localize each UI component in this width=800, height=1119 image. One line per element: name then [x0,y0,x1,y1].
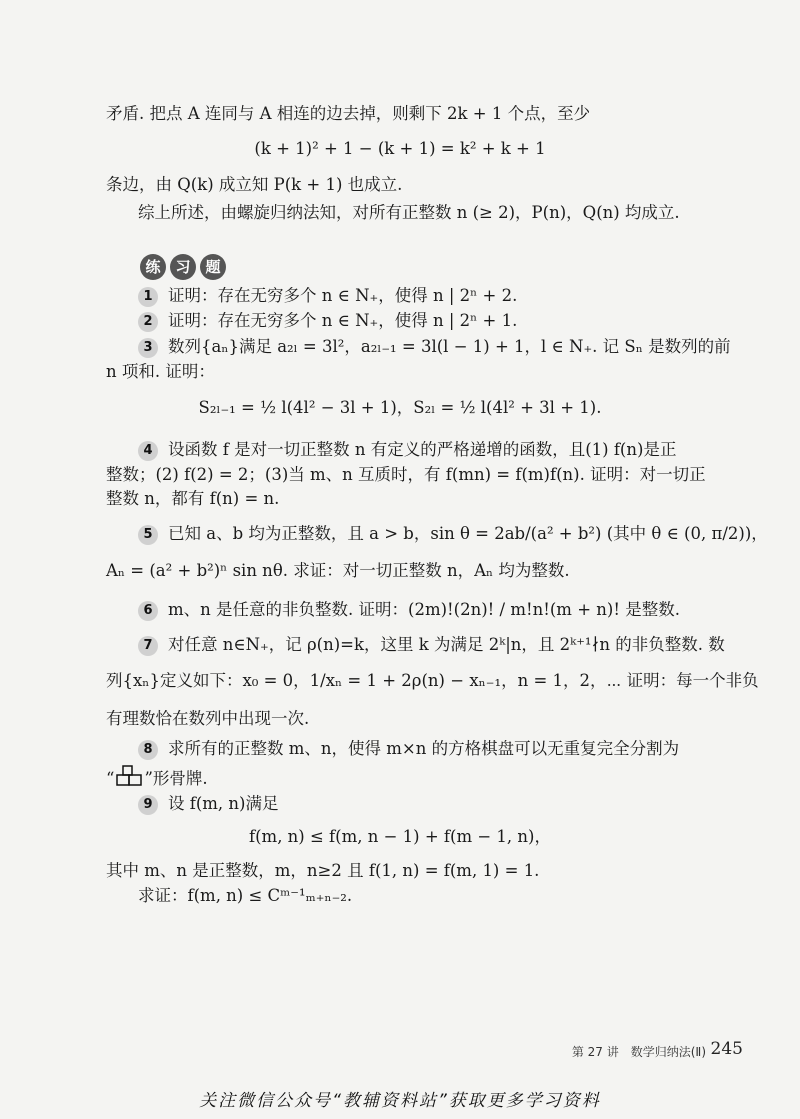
problem-text: 求证：f(m, n) ≤ Cᵐ⁻¹ₘ₊ₙ₋₂. [138,886,353,905]
problem-text: 对任意 n∈N₊，记 ρ(n)=k，这里 k 为满足 2ᵏ|n，且 2ᵏ⁺¹∤n 的非负整数. 数 [168,635,725,654]
problem-text: Aₙ = (a² + b²)ⁿ sin nθ. 求证：对一切正整数 n，Aₙ 均为整数. [106,561,570,580]
text-line: 矛盾. 把点 A 连同与 A 相连的边去掉，则剩下 2k + 1 个点，至少 [106,104,591,123]
problem-6 [138,598,704,622]
problem-text [106,765,704,794]
exercises-heading [140,254,226,280]
problem-number-badge: 8 [138,740,158,760]
problem-7 [138,633,725,657]
heading-char: 练 [140,254,166,280]
problem-5 [138,522,768,546]
text-line: 综上所述，由螺旋归纳法知，对所有正整数 n (≥ 2)，P(n)，Q(n) 均成立. [138,203,680,222]
chapter-label: 第 27 讲 数学归纳法(Ⅱ) [571,1045,706,1059]
problem-text: 列{xₙ}定义如下：x₀ = 0，1/xₙ = 1 + 2ρ(n) − xₙ₋₁，n = 1，2，⋯ 证明：每一个非负 [106,671,759,690]
problem-text: 有理数恰在数列中出现一次. [106,709,310,728]
problem-1 [138,284,704,308]
problem-2 [138,309,704,333]
problem-number-badge: 5 [138,525,158,545]
problem-text: m、n 是任意的非负整数. 证明：(2m)!(2n)! / m!n!(m + n)! 是整数. [168,600,680,619]
heading-char: 题 [200,254,226,280]
problem-number-badge: 2 [138,312,158,332]
heading-char: 习 [170,254,196,280]
text-line: 条边，由 Q(k) 成立知 P(k + 1) 也成立. [106,175,403,194]
problem-number-badge: 1 [138,287,158,307]
formula-line: (k + 1)² + 1 − (k + 1) = k² + k + 1 [254,139,546,158]
problem-number-badge: 6 [138,601,158,621]
problem-number-badge: 9 [138,795,158,815]
problem-text: 求所有的正整数 m、n，使得 m×n 的方格棋盘可以无重复完全分割为 [168,739,680,758]
problem-8 [138,737,704,761]
problem-text: 设 f(m, n)满足 [168,794,279,813]
problem-text: 其中 m、n 是正整数，m，n≥2 且 f(1, n) = f(m, 1) = 1. [106,861,540,880]
problem-text: 已知 a、b 均为正整数，且 a > b，sin θ = 2ab/(a² + b²) (其中 θ ∈ (0, π/2))， [168,524,768,543]
l-tromino-icon [116,765,142,794]
formula-line: S₂ₗ₋₁ = ½ l(4l² − 3l + 1)，S₂ₗ = ½ l(4l² + 3l + 1). [198,398,602,417]
problem-3 [138,335,731,359]
problem-number-badge: 3 [138,338,158,358]
open-quote: “ [106,769,115,788]
problem-text: 整数；(2) f(2) = 2；(3)当 m、n 互质时，有 f(mn) = f(m)f(n). 证明：对一切正 [106,465,706,484]
problem-number-badge: 4 [138,441,158,461]
problem-text: 证明：存在无穷多个 n ∈ N₊，使得 n | 2ⁿ + 2. [168,286,518,305]
problem-text: 整数 n，都有 f(n) = n. [106,489,280,508]
close-quote-text: ”形骨牌. [144,769,208,788]
formula-line: f(m, n) ≤ f(m, n − 1) + f(m − 1, n)， [249,827,551,846]
problem-text: n 项和. 证明： [106,362,215,381]
problem-text: 数列{aₙ}满足 a₂ₗ = 3l²，a₂ₗ₋₁ = 3l(l − 1) + 1，l ∈ N₊. 记 Sₙ 是数列的前 [168,337,731,356]
problem-text: 证明：存在无穷多个 n ∈ N₊，使得 n | 2ⁿ + 1. [168,311,518,330]
problem-4 [138,438,704,462]
problem-9 [138,792,704,816]
problem-number-badge: 7 [138,636,158,656]
problem-text: 设函数 f 是对一切正整数 n 有定义的严格递增的函数，且(1) f(n)是正 [168,440,677,459]
watermark-text: 关注微信公众号“教辅资料站”获取更多学习资料 [199,1091,601,1111]
page-number: 245 [710,1039,743,1059]
